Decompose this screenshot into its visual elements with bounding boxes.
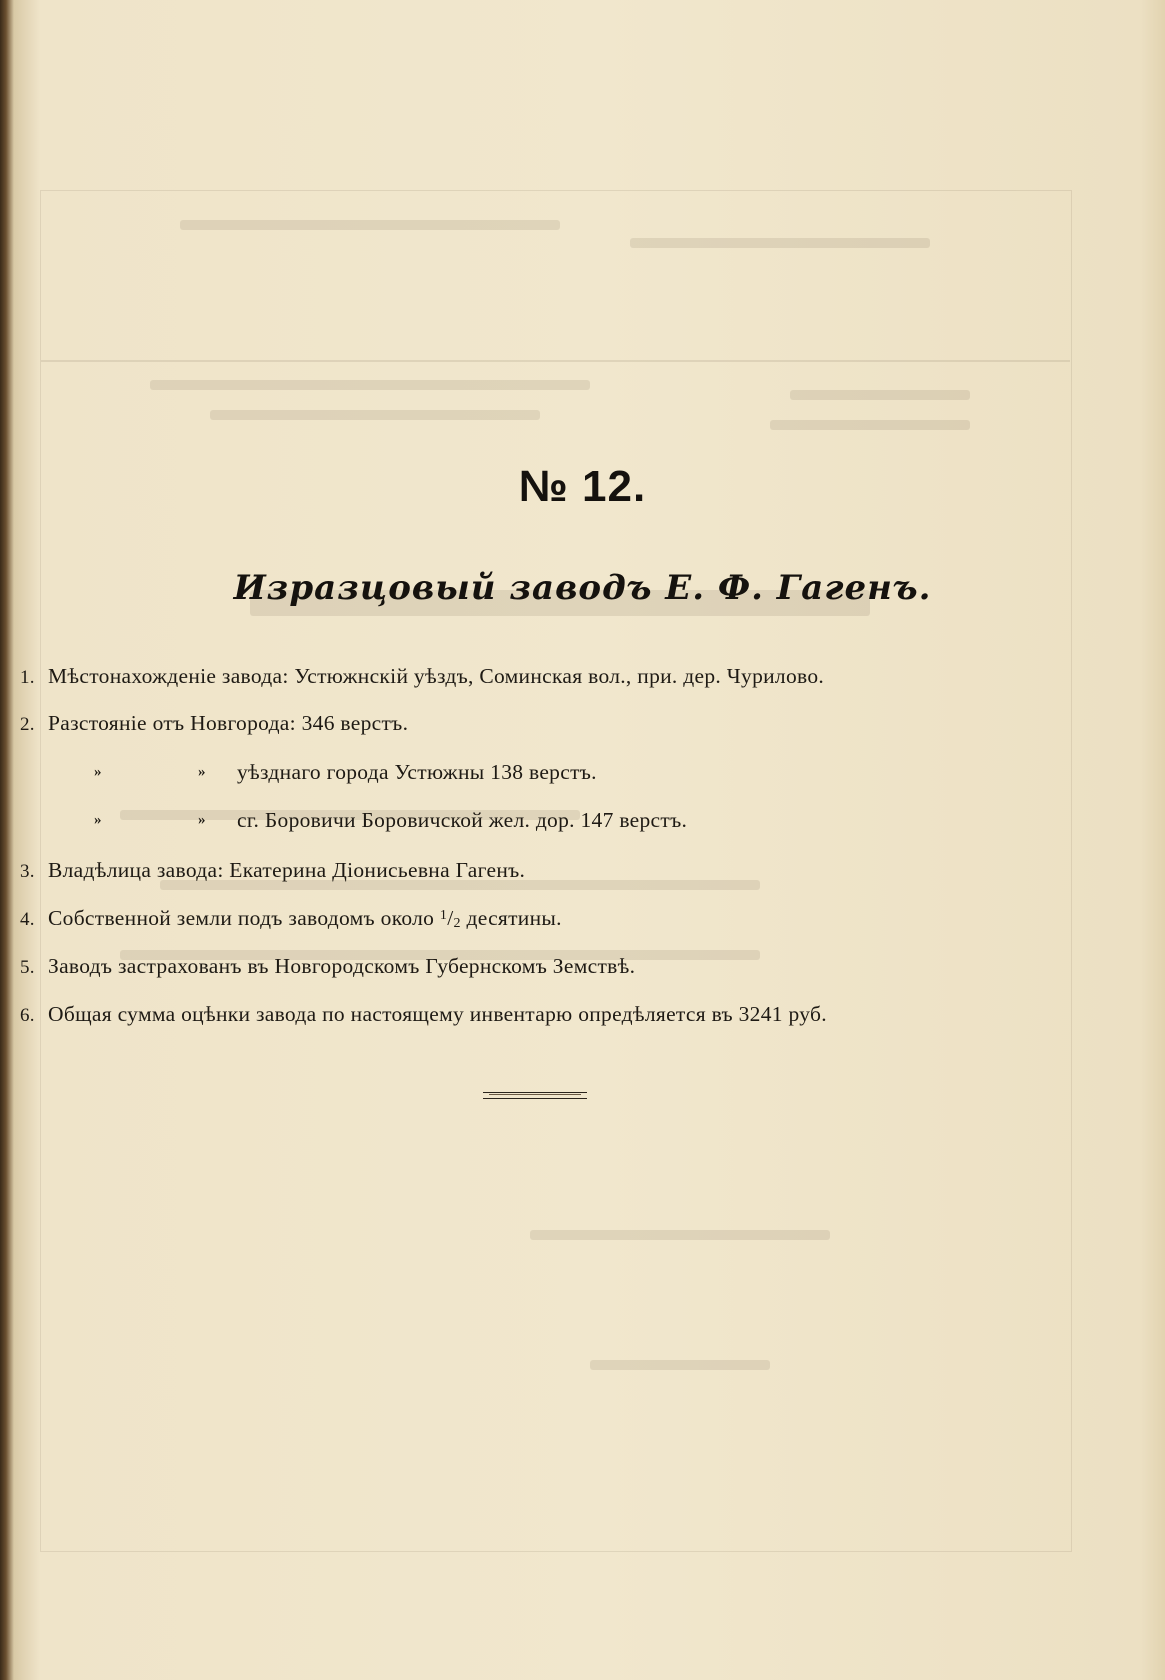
list-item — [20, 711, 408, 736]
list-item — [20, 1002, 827, 1027]
list-item — [20, 664, 824, 689]
fraction-numerator: 1 — [439, 908, 448, 923]
item-number: 5. — [20, 957, 35, 978]
item-text: Владѣлица завода: Екатерина Діонисьевна Гагенъ. — [48, 858, 526, 882]
ditto-mark: » — [94, 812, 102, 828]
list-item: 4. Собственной земли подъ заводомъ около $^1$/2 десятины. — [20, 906, 562, 931]
item-text: Собственной земли подъ заводомъ около — [48, 906, 440, 930]
fraction-denominator: 2 — [453, 916, 461, 931]
item-number: 1. — [20, 667, 35, 688]
end-divider — [483, 1092, 587, 1099]
item-number: 4. — [20, 909, 35, 930]
ditto-mark: » — [94, 764, 102, 780]
document-number: № 12. — [518, 462, 647, 511]
item-number: 3. — [20, 861, 35, 882]
document-title: Изразцовый заводъ Е. Ф. Гагенъ. — [233, 568, 932, 608]
item-text: Общая сумма оцѣнки завода по настоящему инвентарю опредѣляется въ 3241 руб. — [48, 1002, 827, 1026]
item-number: 6. — [20, 1005, 35, 1026]
distance-item: уѣзднаго города Устюжны 138 верстъ. — [237, 760, 597, 784]
list-item — [20, 954, 635, 979]
ditto-mark: » — [198, 764, 206, 780]
item-text: Мѣстонахожденіе завода: Устюжнскій уѣздъ, Соминская вол., при. дер. Чурилово. — [48, 664, 825, 688]
bleed-through-background — [30, 120, 1070, 1560]
list-item — [20, 858, 525, 883]
item-number: 2. — [20, 714, 35, 735]
ditto-mark: » — [198, 812, 206, 828]
item-text: десятины. — [460, 906, 562, 930]
item-text: Разстояніе отъ Новгорода: 346 верстъ. — [48, 711, 409, 735]
distance-item: сг. Боровичи Боровичской жел. дор. 147 верстъ. — [237, 808, 688, 832]
item-text: Заводъ застрахованъ въ Новгородскомъ Губернскомъ Земствѣ. — [48, 954, 636, 978]
